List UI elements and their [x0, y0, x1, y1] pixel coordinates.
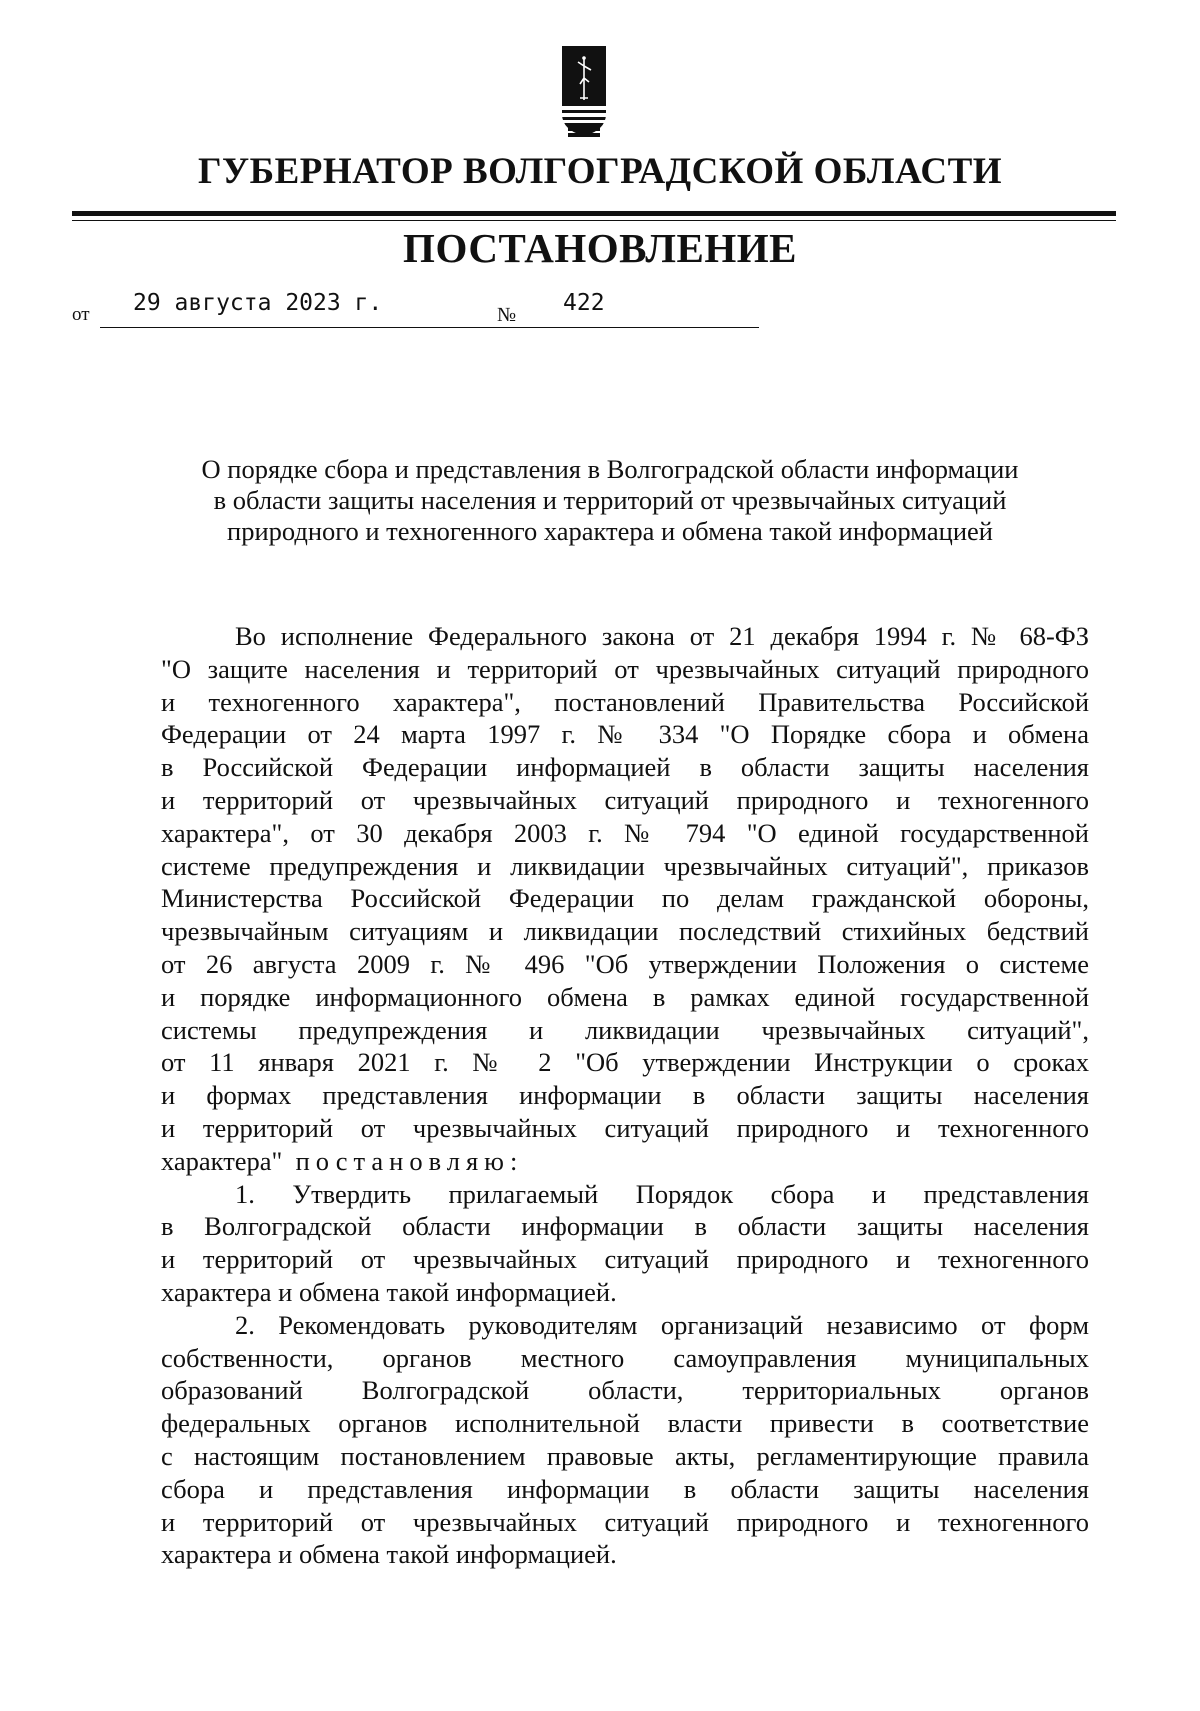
preamble-line: и техногенного характера", постановлений Правительства Российской: [161, 686, 1089, 717]
preamble-line: и формах представления информации в области защиты населения: [161, 1080, 1089, 1111]
header-divider-thin: [72, 220, 1116, 221]
item-1-line: характера и обмена такой информацией.: [161, 1276, 617, 1307]
date-field: [100, 290, 554, 328]
subject-line: в области защиты населения и территорий от чрезвычайных ситуаций: [213, 485, 1007, 515]
item-1-line: в Волгоградской области информации в области защиты населения: [161, 1211, 1089, 1242]
date-number-row: [72, 290, 772, 330]
date-label: от: [72, 304, 90, 325]
document-body: [161, 620, 1089, 1571]
authority-title: ГУБЕРНАТОР ВОЛГОГРАДСКОЙ ОБЛАСТИ: [197, 151, 1003, 192]
item-2-line: 2. Рекомендовать руководителям организаций независимо от форм: [235, 1309, 1089, 1340]
number-value: 422: [563, 290, 605, 316]
number-field: [527, 290, 759, 328]
item-1-line: и территорий от чрезвычайных ситуаций природного и техногенного: [161, 1244, 1089, 1275]
coat-of-arms-icon: [560, 44, 608, 140]
preamble-line: и территорий от чрезвычайных ситуаций природного и техногенного: [161, 784, 1089, 815]
preamble-line: Федерации от 24 марта 1997 г. № 334 "О Порядке сбора и обмена: [161, 719, 1089, 750]
item-2-line: образований Волгоградской области, территориальных органов: [161, 1375, 1089, 1406]
preamble-line: Министерства Российской Федерации по делам гражданской обороны,: [161, 883, 1089, 914]
preamble-line: в Российской Федерации информацией в области защиты населения: [161, 752, 1089, 783]
preamble-line: от 26 августа 2009 г. № 496 "Об утверждении Положения о системе: [161, 948, 1089, 979]
preamble-line: характера", от 30 декабря 2003 г. № 794 "О единой государственной: [161, 817, 1089, 848]
preamble-line: "О защите населения и территорий от чрезвычайных ситуаций природного: [161, 653, 1089, 684]
item-2-line: сбора и представления информации в области защиты населения: [161, 1473, 1089, 1504]
date-value: 29 августа 2023 г.: [133, 290, 383, 316]
preamble-line: чрезвычайным ситуациям и ликвидации последствий стихийных бедствий: [161, 916, 1089, 947]
preamble-last-prefix: характера": [161, 1145, 283, 1176]
item-2-line: федеральных органов исполнительной власти привести в соответствие: [161, 1408, 1089, 1439]
document-subject: [150, 454, 1070, 547]
subject-line: О порядке сбора и представления в Волгоградской области информации: [201, 454, 1019, 484]
preamble-line: системе предупреждения и ликвидации чрезвычайных ситуаций", приказов: [161, 850, 1089, 881]
preamble-line: от 11 января 2021 г. № 2 "Об утверждении Инструкции о сроках: [161, 1047, 1089, 1078]
preamble-line: системы предупреждения и ликвидации чрезвычайных ситуаций",: [161, 1014, 1089, 1045]
preamble-line: и территорий от чрезвычайных ситуаций природного и техногенного: [161, 1112, 1089, 1143]
preamble-line: и порядке информационного обмена в рамках единой государственной: [161, 981, 1089, 1012]
number-label: №: [497, 304, 517, 326]
subject-line: природного и техногенного характера и обмена такой информацией: [227, 516, 993, 546]
preamble-line: Во исполнение Федерального закона от 21 декабря 1994 г. № 68-ФЗ: [235, 621, 1089, 651]
preamble-last-line: [161, 1145, 1089, 1178]
item-2-line: с настоящим постановлением правовые акты, регламентирующие правила: [161, 1440, 1089, 1471]
header-divider-thick: [72, 211, 1116, 216]
resolve-word: постановляю:: [295, 1145, 524, 1176]
item-2-line: собственности, органов местного самоуправления муниципальных: [161, 1342, 1089, 1373]
item-2-line: характера и обмена такой информацией.: [161, 1539, 617, 1570]
item-1-line: 1. Утвердить прилагаемый Порядок сбора и представления: [235, 1178, 1089, 1209]
document-type-title: ПОСТАНОВЛЕНИЕ: [403, 225, 797, 271]
item-2-line: и территорий от чрезвычайных ситуаций природного и техногенного: [161, 1506, 1089, 1537]
